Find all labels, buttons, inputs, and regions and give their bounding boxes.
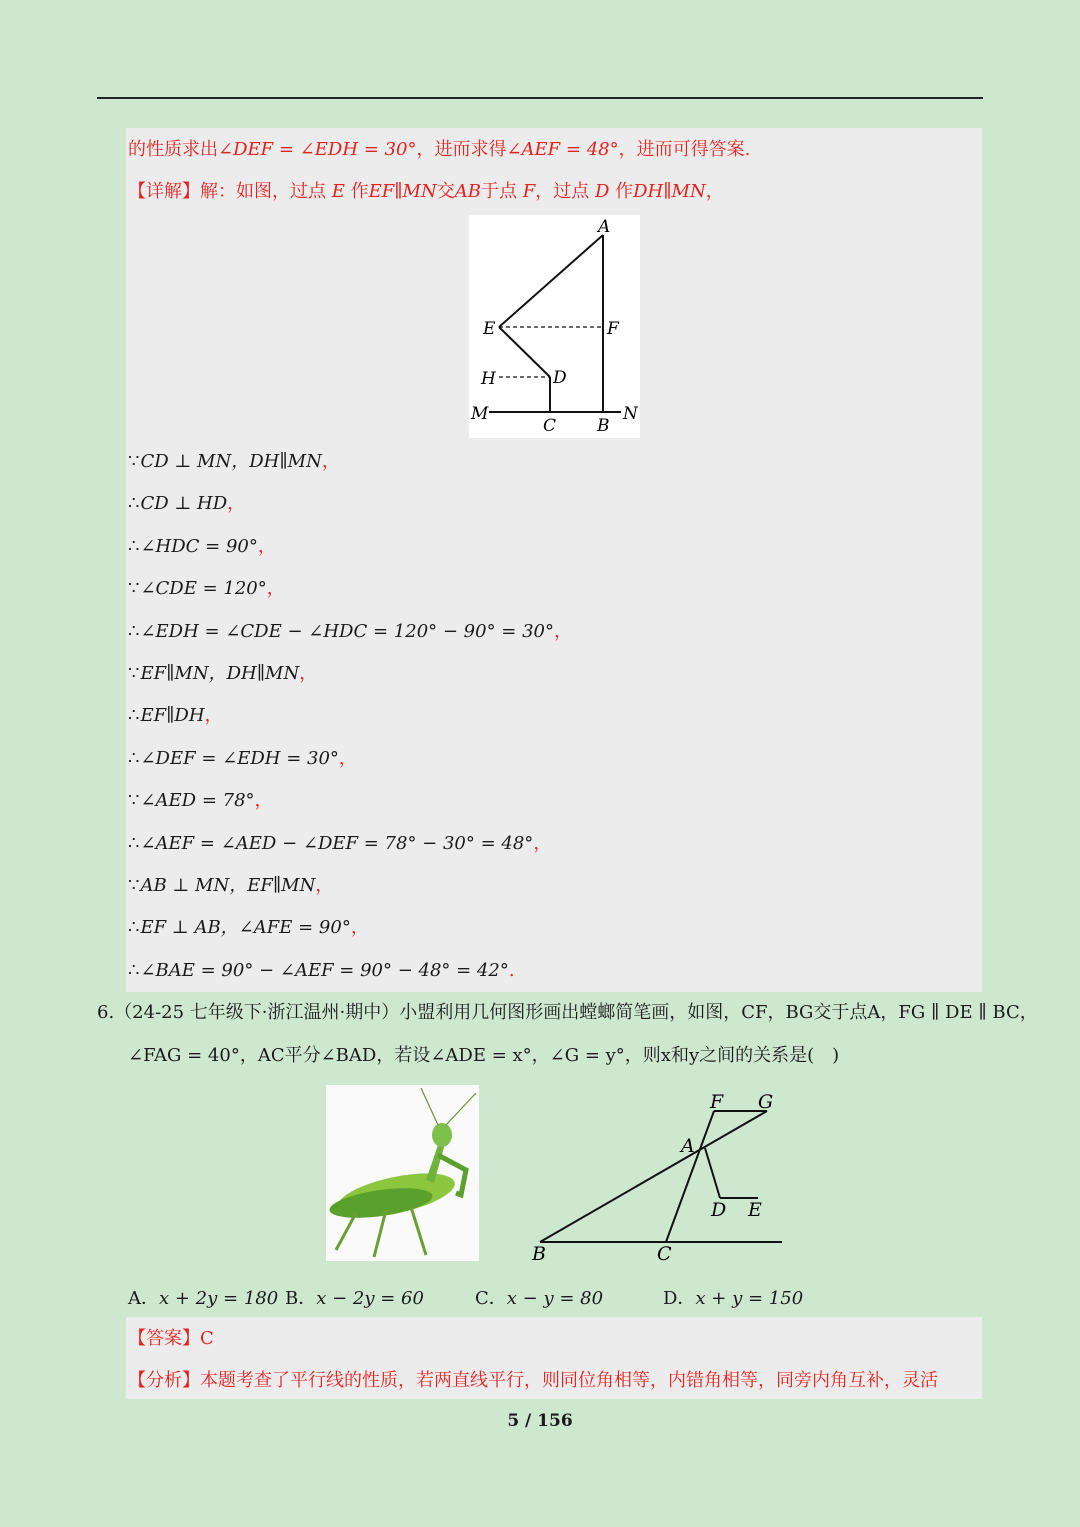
line-ed <box>499 327 550 377</box>
proof-step-punct: ， <box>257 535 276 557</box>
question-line-1: 6.（24-25 七年级下·浙江温州·期中）小盟利用几何图形画出螳螂简笔画，如图，CF，BG交于点A，FG ∥ DE ∥ BC， <box>97 1002 1038 1023</box>
label-d: D <box>553 368 567 388</box>
proof-step-punct: ， <box>254 790 273 812</box>
proof-step-symbol: ∵ <box>128 578 140 600</box>
proof-step-text: ∠AEF = ∠AED − ∠DEF = 78° − 30° = 48° <box>140 832 534 854</box>
proof-step-punct: ， <box>350 917 369 939</box>
proof-step-text: ∠EDH = ∠CDE − ∠HDC = 120° − 90° = 30° <box>140 620 555 642</box>
label-g: G <box>758 1091 774 1113</box>
proof-step-symbol: ∴ <box>128 747 140 769</box>
label-c: C <box>657 1243 672 1265</box>
mantis-leg-3 <box>336 1213 356 1250</box>
proof-step-punct: ， <box>204 705 223 727</box>
label-m: M <box>471 404 489 424</box>
proof-step-text: CD ⊥ MN，DH∥MN <box>140 451 322 472</box>
label-a: A <box>598 217 611 237</box>
proof-step-punct: ， <box>554 620 573 642</box>
proof-step-symbol: ∴ <box>128 959 140 981</box>
proof-step <box>128 874 333 898</box>
choice-b[interactable]: B．x − 2y = 60 <box>285 1288 424 1309</box>
figure-2-svg <box>530 1090 790 1265</box>
label-f: F <box>710 1091 724 1113</box>
mantis-leg-2 <box>411 1207 426 1255</box>
figure-1-svg <box>469 215 640 438</box>
proof-step <box>128 577 285 601</box>
label-n: N <box>623 404 638 424</box>
proof-step <box>128 535 276 559</box>
answer-line: 【答案】C <box>128 1328 214 1349</box>
proof-step-symbol: ∴ <box>128 535 140 557</box>
mantis-head <box>432 1123 452 1147</box>
proof-step <box>128 620 572 644</box>
proof-step-punct: ， <box>266 578 285 600</box>
label-d: D <box>711 1199 727 1221</box>
proof-step-punct: ， <box>338 747 357 769</box>
label-b: B <box>597 416 610 436</box>
proof-step <box>128 916 369 940</box>
line-bg <box>540 1111 767 1242</box>
proof-step-symbol: ∴ <box>128 917 140 939</box>
header-rule <box>97 97 983 99</box>
proof-step-punct: ， <box>533 832 552 854</box>
intro-line: 的性质求出∠DEF = ∠EDH = 30°，进而求得∠AEF = 48°，进而可得答案. <box>128 139 751 160</box>
choice-c[interactable]: C．x − y = 80 <box>475 1288 604 1309</box>
geometry-figure-1 <box>469 215 640 438</box>
proof-step <box>128 450 340 474</box>
proof-step-text: EF ⊥ AB，∠AFE = 90° <box>140 917 351 939</box>
mantis-leg-1 <box>374 1210 386 1257</box>
proof-step-punct: . <box>508 959 515 981</box>
page-number: 5 / 156 <box>507 1411 573 1431</box>
label-e: E <box>748 1199 762 1221</box>
choice-d[interactable]: D．x + y = 150 <box>663 1288 804 1309</box>
proof-step <box>128 662 317 686</box>
question-line-2: ∠FAG = 40°，AC平分∠BAD，若设∠ADE = x°，∠G = y°，则x和y之间的关系是( ) <box>128 1045 840 1066</box>
proof-step-punct: ， <box>315 875 334 896</box>
mantis-antenna-right <box>446 1093 476 1125</box>
geometry-figure-2 <box>530 1090 790 1265</box>
label-a: A <box>681 1135 695 1157</box>
line-ea <box>499 235 603 327</box>
proof-step-text: ∠HDC = 90° <box>140 535 258 557</box>
proof-step-symbol: ∴ <box>128 620 140 642</box>
proof-step-text: ∠DEF = ∠EDH = 30° <box>140 747 339 769</box>
proof-step-symbol: ∴ <box>128 832 140 854</box>
label-c: C <box>543 416 557 436</box>
proof-step-text: AB ⊥ MN，EF∥MN <box>140 875 316 896</box>
proof-step-text: CD ⊥ HD <box>140 493 228 515</box>
mantis-picture <box>326 1085 479 1261</box>
mantis-drawing <box>326 1085 479 1261</box>
proof-step-text: EF∥MN，DH∥MN <box>140 663 300 684</box>
proof-step <box>128 959 515 983</box>
detail-line: 【详解】解：如图，过点 E 作EF∥MN交AB于点 F，过点 D 作DH∥MN， <box>128 181 724 202</box>
proof-step-symbol: ∵ <box>128 451 140 472</box>
line-cf <box>666 1111 714 1242</box>
analysis-line: 【分析】本题考查了平行线的性质，若两直线平行，则同位角相等，内错角相等，同旁内角互补，灵活 <box>128 1370 938 1391</box>
line-ad <box>705 1148 720 1198</box>
proof-step-symbol: ∵ <box>128 790 140 812</box>
proof-step-text: EF∥DH <box>140 705 205 727</box>
proof-step <box>128 747 357 771</box>
proof-step <box>128 789 273 813</box>
choice-a[interactable]: A．x + 2y = 180 <box>128 1288 279 1309</box>
label-b: B <box>532 1243 546 1265</box>
mantis-antenna-left <box>421 1088 438 1125</box>
label-f: F <box>607 319 619 339</box>
proof-step-text: ∠BAE = 90° − ∠AEF = 90° − 48° = 42° <box>140 959 509 981</box>
proof-step-symbol: ∴ <box>128 705 140 727</box>
proof-step-punct: ， <box>299 663 318 684</box>
proof-step-punct: ， <box>227 493 246 515</box>
proof-step-text: ∠AED = 78° <box>140 790 255 812</box>
proof-step <box>128 832 551 856</box>
proof-step-symbol: ∴ <box>128 493 140 515</box>
proof-step-text: ∠CDE = 120° <box>140 578 267 600</box>
proof-step <box>128 492 245 516</box>
proof-step-symbol: ∵ <box>128 663 140 684</box>
proof-step-symbol: ∵ <box>128 875 140 896</box>
label-e: E <box>483 319 496 339</box>
proof-step-punct: ， <box>321 451 340 472</box>
label-h: H <box>481 369 496 389</box>
proof-step <box>128 704 223 728</box>
